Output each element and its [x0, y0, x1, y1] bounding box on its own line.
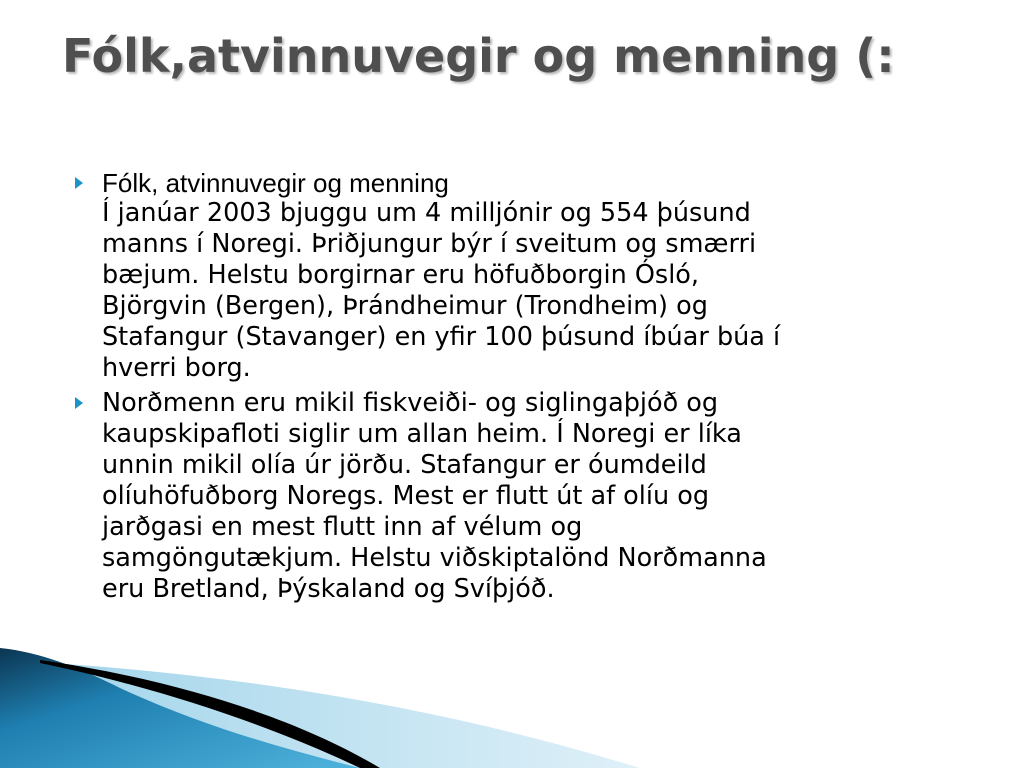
bullet-text-line: hverri borg. — [102, 353, 251, 383]
slide-title: Fólk,atvinnuvegir og menning (: — [62, 29, 895, 83]
bullet-text-line: olíuhöfuðborg Noregs. Mest er flutt út af olíu og — [102, 481, 710, 511]
bullet-text-line: Norðmenn eru mikil fiskveiði- og siglingaþjóð og — [102, 388, 719, 418]
bullet-text-line: Í janúar 2003 bjuggu um 4 milljónir og 554 þúsund — [102, 198, 751, 228]
bullet-text-line: kaupskipafloti siglir um allan heim. Í Noregi er líka — [102, 419, 742, 449]
bullet-arrow-icon — [75, 177, 83, 189]
bullet-text-line: eru Bretland, Þýskaland og Svíþjóð. — [102, 574, 555, 604]
bullet-list — [102, 168, 962, 609]
bullet-text-line: unnin mikil olía úr jörðu. Stafangur er óumdeild — [102, 450, 707, 480]
bullet-text-line: Stafangur (Stavanger) en yfir 100 þúsund íbúar búa í — [102, 322, 781, 352]
bullet-text-line: Björgvin (Bergen), Þrándheimur (Trondheim) og — [102, 291, 708, 321]
bullet-text-line: jarðgasi en mest flutt inn af vélum og — [102, 512, 583, 542]
bullet-item-economy — [102, 388, 962, 605]
bullet-heading: Fólk, atvinnuvegir og menning — [102, 168, 449, 198]
bullet-text-line: manns í Noregi. Þriðjungur býr í sveitum og smærri — [102, 229, 757, 259]
wave-blue-band — [0, 648, 360, 768]
bullet-text-line: samgöngutækjum. Helstu viðskiptalönd Norðmanna — [102, 543, 767, 573]
wave-light-band — [0, 660, 640, 768]
bullet-text-line: bæjum. Helstu borgirnar eru höfuðborgin Ósló, — [102, 260, 699, 290]
bullet-arrow-icon — [75, 397, 83, 409]
wave-black-stripe — [40, 660, 380, 768]
bullet-item-population — [102, 168, 962, 384]
